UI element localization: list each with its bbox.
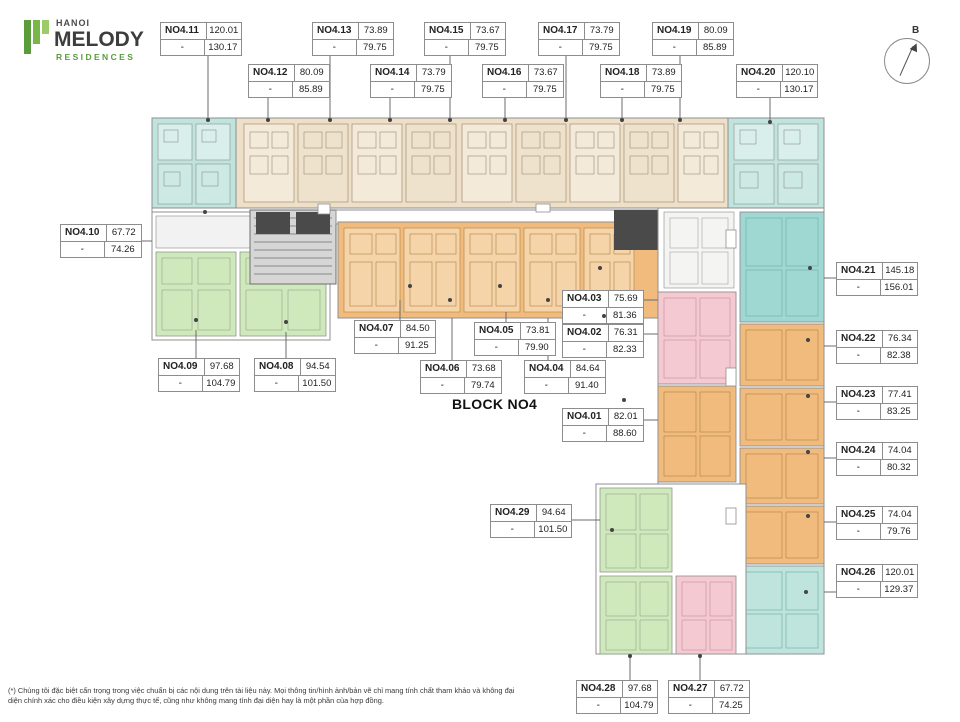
unit-dash: -: [596, 699, 600, 711]
unit-carpet-area: 73.67: [470, 23, 506, 39]
unit-pin-dot: [448, 298, 452, 302]
unit-carpet-area: 73.79: [416, 65, 452, 81]
unit-label-no4-27[interactable]: [668, 680, 750, 714]
unit-carpet-area: 76.31: [608, 325, 644, 341]
unit-carpet-area: 73.68: [466, 361, 502, 377]
unit-code: NO4.13: [317, 25, 352, 37]
unit-label-no4-01[interactable]: [562, 408, 644, 442]
unit-pin-dot: [598, 266, 602, 270]
unit-code: NO4.28: [581, 683, 616, 695]
block-title: BLOCK NO4: [452, 396, 538, 412]
unit-code: NO4.04: [529, 363, 564, 375]
unit-dash: -: [582, 343, 586, 355]
unit-carpet-area: 73.79: [584, 23, 620, 39]
unit-code: NO4.25: [841, 509, 876, 521]
unit-dash: -: [80, 243, 84, 255]
unit-gross-area: 74.25: [712, 698, 749, 714]
unit-code: NO4.16: [487, 67, 522, 79]
unit-label-no4-10[interactable]: [60, 224, 142, 258]
unit-code: NO4.22: [841, 333, 876, 345]
unit-dash: -: [374, 339, 378, 351]
unit-dash: -: [558, 41, 562, 53]
compass-needle-icon: [900, 46, 914, 76]
unit-label-no4-09[interactable]: [158, 358, 240, 392]
unit-gross-area: 79.76: [880, 524, 917, 540]
unit-label-no4-25[interactable]: [836, 506, 918, 540]
unit-dash: -: [510, 523, 514, 535]
unit-carpet-area: 75.69: [608, 291, 644, 307]
unit-dash: -: [856, 525, 860, 537]
unit-pin-dot: [408, 284, 412, 288]
unit-gross-area: 130.17: [204, 40, 241, 56]
unit-gross-area: 129.37: [880, 582, 917, 598]
unit-code: NO4.02: [567, 327, 602, 339]
unit-gross-area: 83.25: [880, 404, 917, 420]
unit-pin-dot: [266, 118, 270, 122]
unit-dash: -: [494, 341, 498, 353]
unit-carpet-area: 97.68: [622, 681, 658, 697]
unit-code: NO4.21: [841, 265, 876, 277]
unit-label-no4-18[interactable]: [600, 64, 682, 98]
unit-gross-area: 101.50: [534, 522, 571, 538]
unit-code: NO4.01: [567, 411, 602, 423]
unit-dash: -: [856, 461, 860, 473]
unit-label-no4-22[interactable]: [836, 330, 918, 364]
unit-gross-area: 104.79: [620, 698, 657, 714]
unit-dash: -: [332, 41, 336, 53]
unit-dash: -: [672, 41, 676, 53]
unit-pin-dot: [498, 284, 502, 288]
unit-pin-dot: [806, 338, 810, 342]
unit-label-no4-02[interactable]: [562, 324, 644, 358]
unit-pin-dot: [194, 318, 198, 322]
unit-pin-dot: [610, 528, 614, 532]
unit-dash: -: [582, 427, 586, 439]
unit-code: NO4.08: [259, 361, 294, 373]
disclaimer-footnote: (*) Chúng tôi đặc biệt cẩn trọng trong việc chuẩn bị các nội dung trên tài liệu này. Mọi thông tin/hình ảnh/bản vẽ chỉ mang tính chất tham khảo và không đại diện chính xác cho điều kiện xây dựng thực tế, cũng như không mang tính đại diện hay là một phần của hợp đồng.: [8, 686, 515, 705]
unit-pin-dot: [806, 394, 810, 398]
unit-label-no4-16[interactable]: [482, 64, 564, 98]
unit-gross-area: 80.32: [880, 460, 917, 476]
unit-dash: -: [856, 349, 860, 361]
unit-code: NO4.05: [479, 325, 514, 337]
unit-dash: -: [856, 583, 860, 595]
unit-pin-dot: [388, 118, 392, 122]
unit-pin-dot: [622, 398, 626, 402]
unit-label-no4-14[interactable]: [370, 64, 452, 98]
unit-carpet-area: 84.50: [400, 321, 436, 337]
unit-code: NO4.17: [543, 25, 578, 37]
unit-code: NO4.27: [673, 683, 708, 695]
unit-code: NO4.11: [165, 25, 199, 37]
unit-label-no4-05[interactable]: [474, 322, 556, 356]
unit-carpet-area: 145.18: [882, 263, 918, 279]
unit-label-no4-15[interactable]: [424, 22, 506, 56]
unit-label-no4-29[interactable]: [490, 504, 572, 538]
logo-melody-text: MELODY: [54, 28, 144, 51]
unit-dash: -: [582, 309, 586, 321]
unit-carpet-area: 94.54: [300, 359, 336, 375]
unit-dash: -: [756, 83, 760, 95]
logo-mark-icon: [24, 20, 50, 54]
unit-gross-area: 81.36: [606, 308, 643, 324]
unit-pin-dot: [768, 120, 772, 124]
logo-hanoi-text: HANOI: [56, 18, 90, 28]
unit-carpet-area: 67.72: [714, 681, 750, 697]
unit-code: NO4.12: [253, 67, 288, 79]
unit-label-no4-17[interactable]: [538, 22, 620, 56]
unit-label-no4-23[interactable]: [836, 386, 918, 420]
unit-code: NO4.14: [375, 67, 410, 79]
unit-dash: -: [620, 83, 624, 95]
unit-carpet-area: 97.68: [204, 359, 240, 375]
unit-carpet-area: 77.41: [882, 387, 918, 403]
unit-dash: -: [688, 699, 692, 711]
unit-pin-dot: [448, 118, 452, 122]
unit-label-no4-21[interactable]: [836, 262, 918, 296]
unit-pin-dot: [678, 118, 682, 122]
unit-gross-area: 91.40: [568, 378, 605, 394]
unit-gross-area: 79.74: [464, 378, 501, 394]
unit-pin-dot: [806, 450, 810, 454]
unit-dash: -: [444, 41, 448, 53]
unit-gross-area: 79.75: [468, 40, 505, 56]
unit-label-no4-13[interactable]: [312, 22, 394, 56]
unit-dash: -: [274, 377, 278, 389]
unit-carpet-area: 80.09: [698, 23, 734, 39]
unit-pin-dot: [328, 118, 332, 122]
unit-label-no4-12[interactable]: [248, 64, 330, 98]
unit-code: NO4.20: [741, 67, 776, 79]
unit-label-no4-03[interactable]: [562, 290, 644, 324]
unit-label-no4-08[interactable]: [254, 358, 336, 392]
unit-gross-area: 79.75: [644, 82, 681, 98]
unit-pin-dot: [698, 654, 702, 658]
unit-label-no4-04[interactable]: [524, 360, 606, 394]
unit-carpet-area: 94.64: [536, 505, 572, 521]
unit-label-no4-06[interactable]: [420, 360, 502, 394]
compass-rose: [884, 25, 930, 84]
unit-dash: -: [544, 379, 548, 391]
unit-gross-area: 79.90: [518, 340, 555, 356]
unit-label-no4-26[interactable]: [836, 564, 918, 598]
unit-pin-dot: [602, 314, 606, 318]
unit-label-no4-24[interactable]: [836, 442, 918, 476]
unit-code: NO4.26: [841, 567, 876, 579]
unit-code: NO4.15: [429, 25, 464, 37]
unit-carpet-area: 120.01: [206, 23, 242, 39]
unit-code: NO4.07: [359, 323, 394, 335]
unit-code: NO4.09: [163, 361, 198, 373]
unit-label-no4-11[interactable]: [160, 22, 242, 56]
unit-gross-area: 79.75: [414, 82, 451, 98]
unit-gross-area: 82.38: [880, 348, 917, 364]
unit-dash: -: [268, 83, 272, 95]
unit-carpet-area: 74.04: [882, 507, 918, 523]
unit-carpet-area: 73.89: [646, 65, 682, 81]
unit-carpet-area: 73.89: [358, 23, 394, 39]
unit-dash: -: [502, 83, 506, 95]
unit-code: NO4.06: [425, 363, 460, 375]
unit-gross-area: 74.26: [104, 242, 141, 258]
logo-residences-text: RESIDENCES: [56, 52, 136, 62]
unit-pin-dot: [564, 118, 568, 122]
unit-pin-dot: [804, 590, 808, 594]
unit-pin-dot: [808, 266, 812, 270]
unit-carpet-area: 80.09: [294, 65, 330, 81]
unit-gross-area: 88.60: [606, 426, 643, 442]
unit-carpet-area: 74.04: [882, 443, 918, 459]
unit-pin-dot: [546, 298, 550, 302]
unit-gross-area: 82.33: [606, 342, 643, 358]
unit-dash: -: [440, 379, 444, 391]
unit-dash: -: [390, 83, 394, 95]
unit-pin-dot: [628, 654, 632, 658]
unit-code: NO4.10: [65, 227, 100, 239]
unit-dash: -: [856, 281, 860, 293]
unit-carpet-area: 82.01: [608, 409, 644, 425]
unit-label-no4-20[interactable]: [736, 64, 818, 98]
unit-gross-area: 104.79: [202, 376, 239, 392]
unit-gross-area: 79.75: [356, 40, 393, 56]
unit-code: NO4.23: [841, 389, 876, 401]
unit-code: NO4.29: [495, 507, 530, 519]
unit-gross-area: 130.17: [780, 82, 817, 98]
unit-label-no4-28[interactable]: [576, 680, 658, 714]
unit-dash: -: [178, 377, 182, 389]
unit-pin-dot: [284, 320, 288, 324]
unit-pin-dot: [203, 210, 207, 214]
unit-carpet-area: 73.67: [528, 65, 564, 81]
unit-label-no4-07[interactable]: [354, 320, 436, 354]
unit-dash: -: [856, 405, 860, 417]
unit-pin-dot: [503, 118, 507, 122]
unit-gross-area: 79.75: [526, 82, 563, 98]
unit-gross-area: 85.89: [292, 82, 329, 98]
unit-carpet-area: 76.34: [882, 331, 918, 347]
unit-dash: -: [180, 41, 184, 53]
unit-pin-dot: [206, 118, 210, 122]
unit-label-no4-19[interactable]: [652, 22, 734, 56]
compass-north-label: B: [912, 25, 920, 36]
unit-pin-dot: [620, 118, 624, 122]
unit-carpet-area: 120.01: [882, 565, 918, 581]
unit-carpet-area: 120.10: [782, 65, 818, 81]
unit-gross-area: 79.75: [582, 40, 619, 56]
unit-gross-area: 156.01: [880, 280, 917, 296]
brand-logo: [24, 16, 164, 68]
unit-gross-area: 101.50: [298, 376, 335, 392]
unit-code: NO4.18: [605, 67, 640, 79]
unit-carpet-area: 67.72: [106, 225, 142, 241]
unit-gross-area: 91.25: [398, 338, 435, 354]
unit-code: NO4.03: [567, 293, 602, 305]
unit-gross-area: 85.89: [696, 40, 733, 56]
unit-carpet-area: 84.64: [570, 361, 606, 377]
unit-code: NO4.24: [841, 445, 876, 457]
unit-pin-dot: [806, 514, 810, 518]
unit-carpet-area: 73.81: [520, 323, 556, 339]
unit-code: NO4.19: [657, 25, 692, 37]
